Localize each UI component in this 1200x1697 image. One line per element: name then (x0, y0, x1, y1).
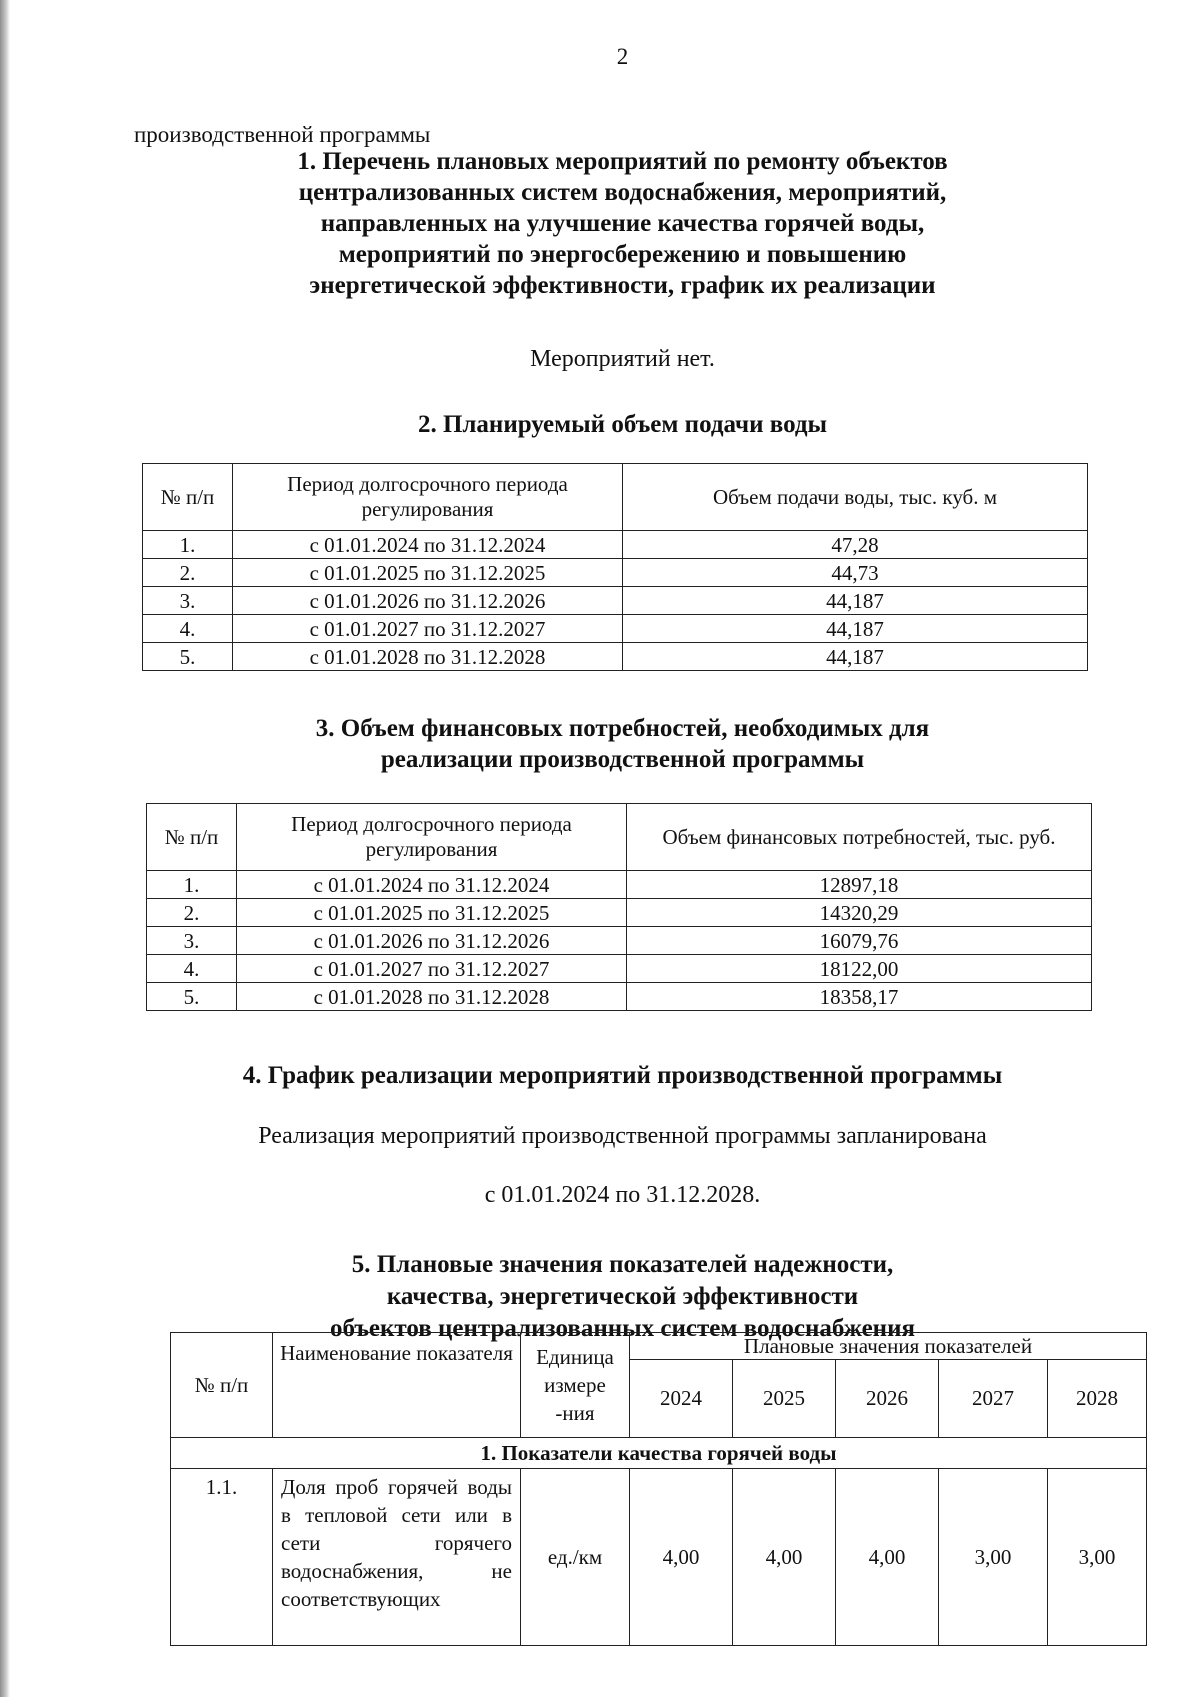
header-cell-name: Наименование показателя (273, 1333, 521, 1438)
header-cell-number: № п/п (171, 1333, 273, 1438)
section1-title-line: 1. Перечень плановых мероприятий по ремонту объектов (297, 148, 948, 175)
table-row (147, 871, 1092, 899)
cell-value: 44,187 (623, 615, 1088, 643)
table-row (143, 587, 1088, 615)
section1-title-line: мероприятий по энергосбережению и повышению (338, 241, 907, 268)
financial-needs-table (146, 803, 1092, 1011)
cell-number: 2. (147, 899, 237, 927)
section2-title: 2. Планируемый объем подачи воды (417, 411, 828, 438)
cell-value: 44,187 (623, 643, 1088, 671)
cell-value: 18122,00 (627, 955, 1092, 983)
cell-period: с 01.01.2027 по 31.12.2027 (237, 955, 627, 983)
section1-text: Мероприятий нет. (530, 346, 715, 372)
page-number: 2 (616, 44, 629, 69)
table-row (143, 615, 1088, 643)
indicators-table (170, 1332, 1147, 1646)
table-row (143, 559, 1088, 587)
cell-indicator-name: Доля проб горячей воды в тепловой сети или в сети горячего водоснабжения, не соответствующих (273, 1469, 521, 1646)
cell-number: 4. (147, 955, 237, 983)
section1-title (0, 146, 1200, 301)
header-cell-period: Период долгосрочного периода регулирования (233, 464, 623, 531)
subheader-quality-hot-water: 1. Показатели качества горячей воды (171, 1438, 1147, 1469)
table-row (147, 983, 1092, 1011)
section1-title-line: направленных на улучшение качества горячей воды, (320, 210, 925, 237)
header-cell-period: Период долгосрочного периода регулирования (237, 804, 627, 871)
cell-number: 3. (147, 927, 237, 955)
header-cell-volume: Объем подачи воды, тыс. куб. м (623, 464, 1088, 531)
table-header-row (143, 464, 1088, 531)
cell-period: с 01.01.2028 по 31.12.2028 (237, 983, 627, 1011)
section3-title-line: реализации производственной программы (380, 746, 865, 773)
cell-value: 12897,18 (627, 871, 1092, 899)
water-supply-table (142, 463, 1088, 671)
table-row (147, 899, 1092, 927)
table-header-row (171, 1333, 1147, 1360)
cell-period: с 01.01.2027 по 31.12.2027 (233, 615, 623, 643)
cell-value-2028: 3,00 (1048, 1469, 1147, 1646)
cell-number: 1.1. (171, 1469, 273, 1646)
cell-number: 5. (147, 983, 237, 1011)
cell-period: с 01.01.2026 по 31.12.2026 (233, 587, 623, 615)
cell-value: 47,28 (623, 531, 1088, 559)
section5-title-line: качества, энергетической эффективности (386, 1283, 859, 1310)
cell-number: 1. (143, 531, 233, 559)
header-cell-year: 2028 (1048, 1360, 1147, 1438)
section1-title-line: централизованных систем водоснабжения, мероприятий, (298, 179, 947, 206)
section3-title (0, 713, 1200, 775)
cell-value: 44,73 (623, 559, 1088, 587)
header-cell-unit: Единица измере -ния (521, 1333, 630, 1438)
cell-value: 44,187 (623, 587, 1088, 615)
table-row (171, 1469, 1147, 1646)
cell-number: 2. (143, 559, 233, 587)
cell-value: 18358,17 (627, 983, 1092, 1011)
header-cell-year: 2026 (836, 1360, 939, 1438)
cell-period: с 01.01.2024 по 31.12.2024 (233, 531, 623, 559)
table-row (147, 955, 1092, 983)
cell-value-2024: 4,00 (630, 1469, 733, 1646)
header-cell-year: 2024 (630, 1360, 733, 1438)
cell-value: 16079,76 (627, 927, 1092, 955)
table-subheader-row (171, 1438, 1147, 1469)
cell-value-2026: 4,00 (836, 1469, 939, 1646)
cell-unit: ед./км (521, 1469, 630, 1646)
header-cell-amount: Объем финансовых потребностей, тыс. руб. (627, 804, 1092, 871)
cell-period: с 01.01.2024 по 31.12.2024 (237, 871, 627, 899)
cell-period: с 01.01.2025 по 31.12.2025 (237, 899, 627, 927)
header-cell-plan: Плановые значения показателей (630, 1333, 1147, 1360)
cell-value-2027: 3,00 (939, 1469, 1048, 1646)
section5-title-line: объектов централизованных систем водоснабжения (329, 1315, 916, 1342)
header-cell-year: 2025 (733, 1360, 836, 1438)
cell-value-2025: 4,00 (733, 1469, 836, 1646)
table-row (143, 643, 1088, 671)
section4-text-line2: с 01.01.2024 по 31.12.2028. (484, 1182, 761, 1208)
section5-title-line: 5. Плановые значения показателей надежности, (351, 1251, 894, 1278)
cell-period: с 01.01.2025 по 31.12.2025 (233, 559, 623, 587)
section4-title: 4. График реализации мероприятий производственной программы (242, 1062, 1003, 1089)
header-cell-number: № п/п (143, 464, 233, 531)
table-row (143, 531, 1088, 559)
section5-title (0, 1249, 1200, 1345)
section1-title-line: энергетической эффективности, график их реализации (309, 272, 936, 299)
cell-number: 3. (143, 587, 233, 615)
cell-period: с 01.01.2028 по 31.12.2028 (233, 643, 623, 671)
cell-number: 5. (143, 643, 233, 671)
cell-number: 1. (147, 871, 237, 899)
table-header-row (147, 804, 1092, 871)
continuation-text: производственной программы (134, 122, 431, 147)
header-cell-number: № п/п (147, 804, 237, 871)
cell-value: 14320,29 (627, 899, 1092, 927)
cell-number: 4. (143, 615, 233, 643)
cell-period: с 01.01.2026 по 31.12.2026 (237, 927, 627, 955)
table-row (147, 927, 1092, 955)
header-cell-year: 2027 (939, 1360, 1048, 1438)
section3-title-line: 3. Объем финансовых потребностей, необходимых для (315, 715, 930, 742)
section4-text-line1: Реализация мероприятий производственной программы запланирована (258, 1123, 987, 1149)
